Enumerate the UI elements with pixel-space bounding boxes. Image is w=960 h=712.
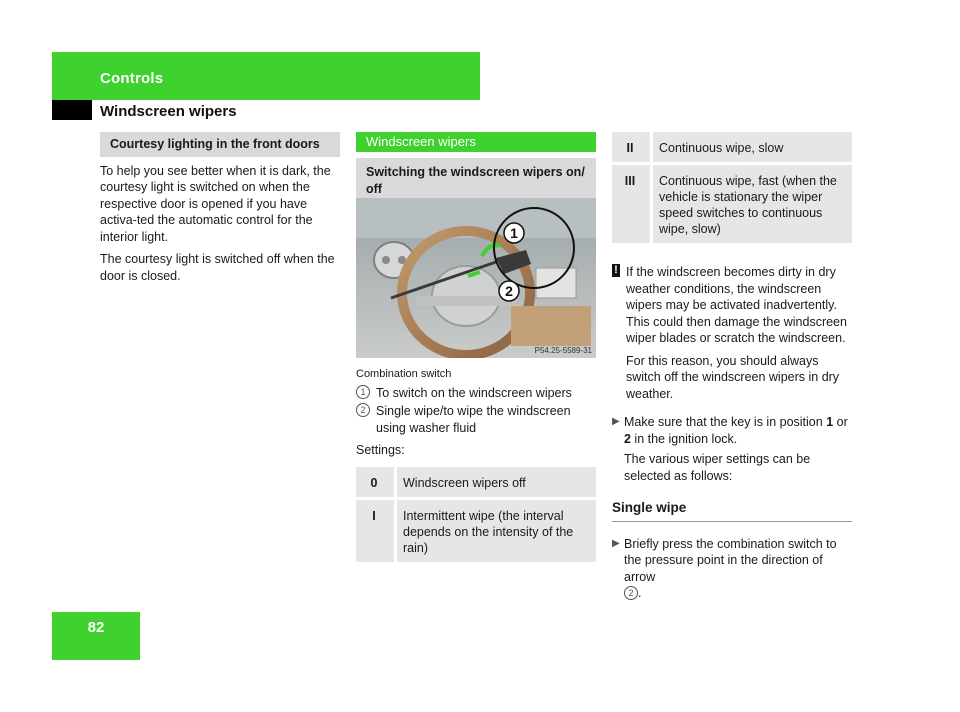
setting-desc: Continuous wipe, fast (when the vehicle is stationary the wiper speed switches to continuous wipe, slow) xyxy=(652,164,853,245)
wipers-heading: Windscreen wipers xyxy=(356,132,596,152)
middle-column xyxy=(356,132,596,203)
right-column xyxy=(612,132,852,602)
step-1 xyxy=(612,414,852,490)
step-1-mid: or xyxy=(833,415,848,429)
courtesy-paragraph-2: The courtesy light is switched off when the door is closed. xyxy=(100,252,335,283)
single-wipe-heading: Single wipe xyxy=(612,500,852,522)
step-2-text: Briefly press the combination switch to the pressure point in the direction of arrow xyxy=(624,536,837,584)
callout-number-2: 2 xyxy=(624,586,638,600)
header-marker xyxy=(52,100,92,120)
key-position-1: 1 xyxy=(826,415,834,429)
setting-desc: Continuous wipe, slow xyxy=(652,132,853,164)
step-2 xyxy=(612,536,852,602)
list-item xyxy=(356,403,596,436)
settings-label: Settings: xyxy=(356,443,405,457)
warning-icon: ! xyxy=(612,264,620,277)
item-text: Single wipe/to wipe the windscreen using washer fluid xyxy=(376,404,571,435)
photo-caption: Combination switch xyxy=(356,368,452,380)
step-1-pre: Make sure that the key is in position xyxy=(624,415,827,429)
setting-key: I xyxy=(356,498,396,563)
setting-key: III xyxy=(612,164,652,245)
bullet-arrow-icon: ▶ xyxy=(612,416,620,427)
setting-key: II xyxy=(612,132,652,164)
table-row xyxy=(356,467,596,499)
dashboard-illustration xyxy=(356,198,596,358)
courtesy-paragraph-1: To help you see better when it is dark, the courtesy light is switched on when the respective door is opened if you have activa-ted the automatic control for the interior light. xyxy=(100,163,331,244)
section-title: Controls xyxy=(100,70,164,87)
page-number: 82 xyxy=(87,619,105,636)
setting-desc: Intermittent wipe (the interval depends on the intensity of the rain) xyxy=(396,498,597,563)
bullet-arrow-icon: ▶ xyxy=(612,537,620,549)
table-row xyxy=(356,498,596,563)
callout-number-1: 1 xyxy=(356,385,370,399)
step-1-note: The various wiper settings can be selected as follows: xyxy=(624,452,811,483)
settings-table xyxy=(356,467,596,565)
svg-text:2: 2 xyxy=(505,283,513,299)
list-item xyxy=(356,385,596,402)
setting-desc: Windscreen wipers off xyxy=(396,467,597,499)
step-1-text xyxy=(624,414,852,447)
item-text: To switch on the windscreen wipers xyxy=(376,385,572,400)
settings-table-continued xyxy=(612,132,852,246)
photo-code: P54.25-5589-31 xyxy=(534,346,592,355)
svg-text:1: 1 xyxy=(510,225,518,241)
warning-text-2: For this reason, you should always switch off the windscreen wipers in dry weather. xyxy=(626,353,840,401)
warning-block xyxy=(612,264,852,408)
callout-number-2: 2 xyxy=(356,403,370,417)
courtesy-lighting-heading: Courtesy lighting in the front doors xyxy=(100,132,340,157)
step-1-post: in the ignition lock. xyxy=(630,431,738,446)
key-position-2: 2 xyxy=(624,431,631,446)
warning-text: If the windscreen becomes dirty in dry weather conditions, the windscreen wipers may be activated inadvertently. This could then damage the windscreen wiper blades or scratch the windscreen. xyxy=(626,265,847,345)
middle-column-lower xyxy=(356,366,596,565)
table-row xyxy=(612,132,852,164)
table-row xyxy=(612,164,852,245)
combination-switch-photo xyxy=(356,198,596,358)
left-column xyxy=(100,132,340,290)
step-2-end: . xyxy=(638,586,642,600)
switching-heading: Switching the windscreen wipers on/ off xyxy=(356,158,596,203)
page-title: Windscreen wipers xyxy=(100,103,237,120)
setting-key: 0 xyxy=(356,467,396,499)
